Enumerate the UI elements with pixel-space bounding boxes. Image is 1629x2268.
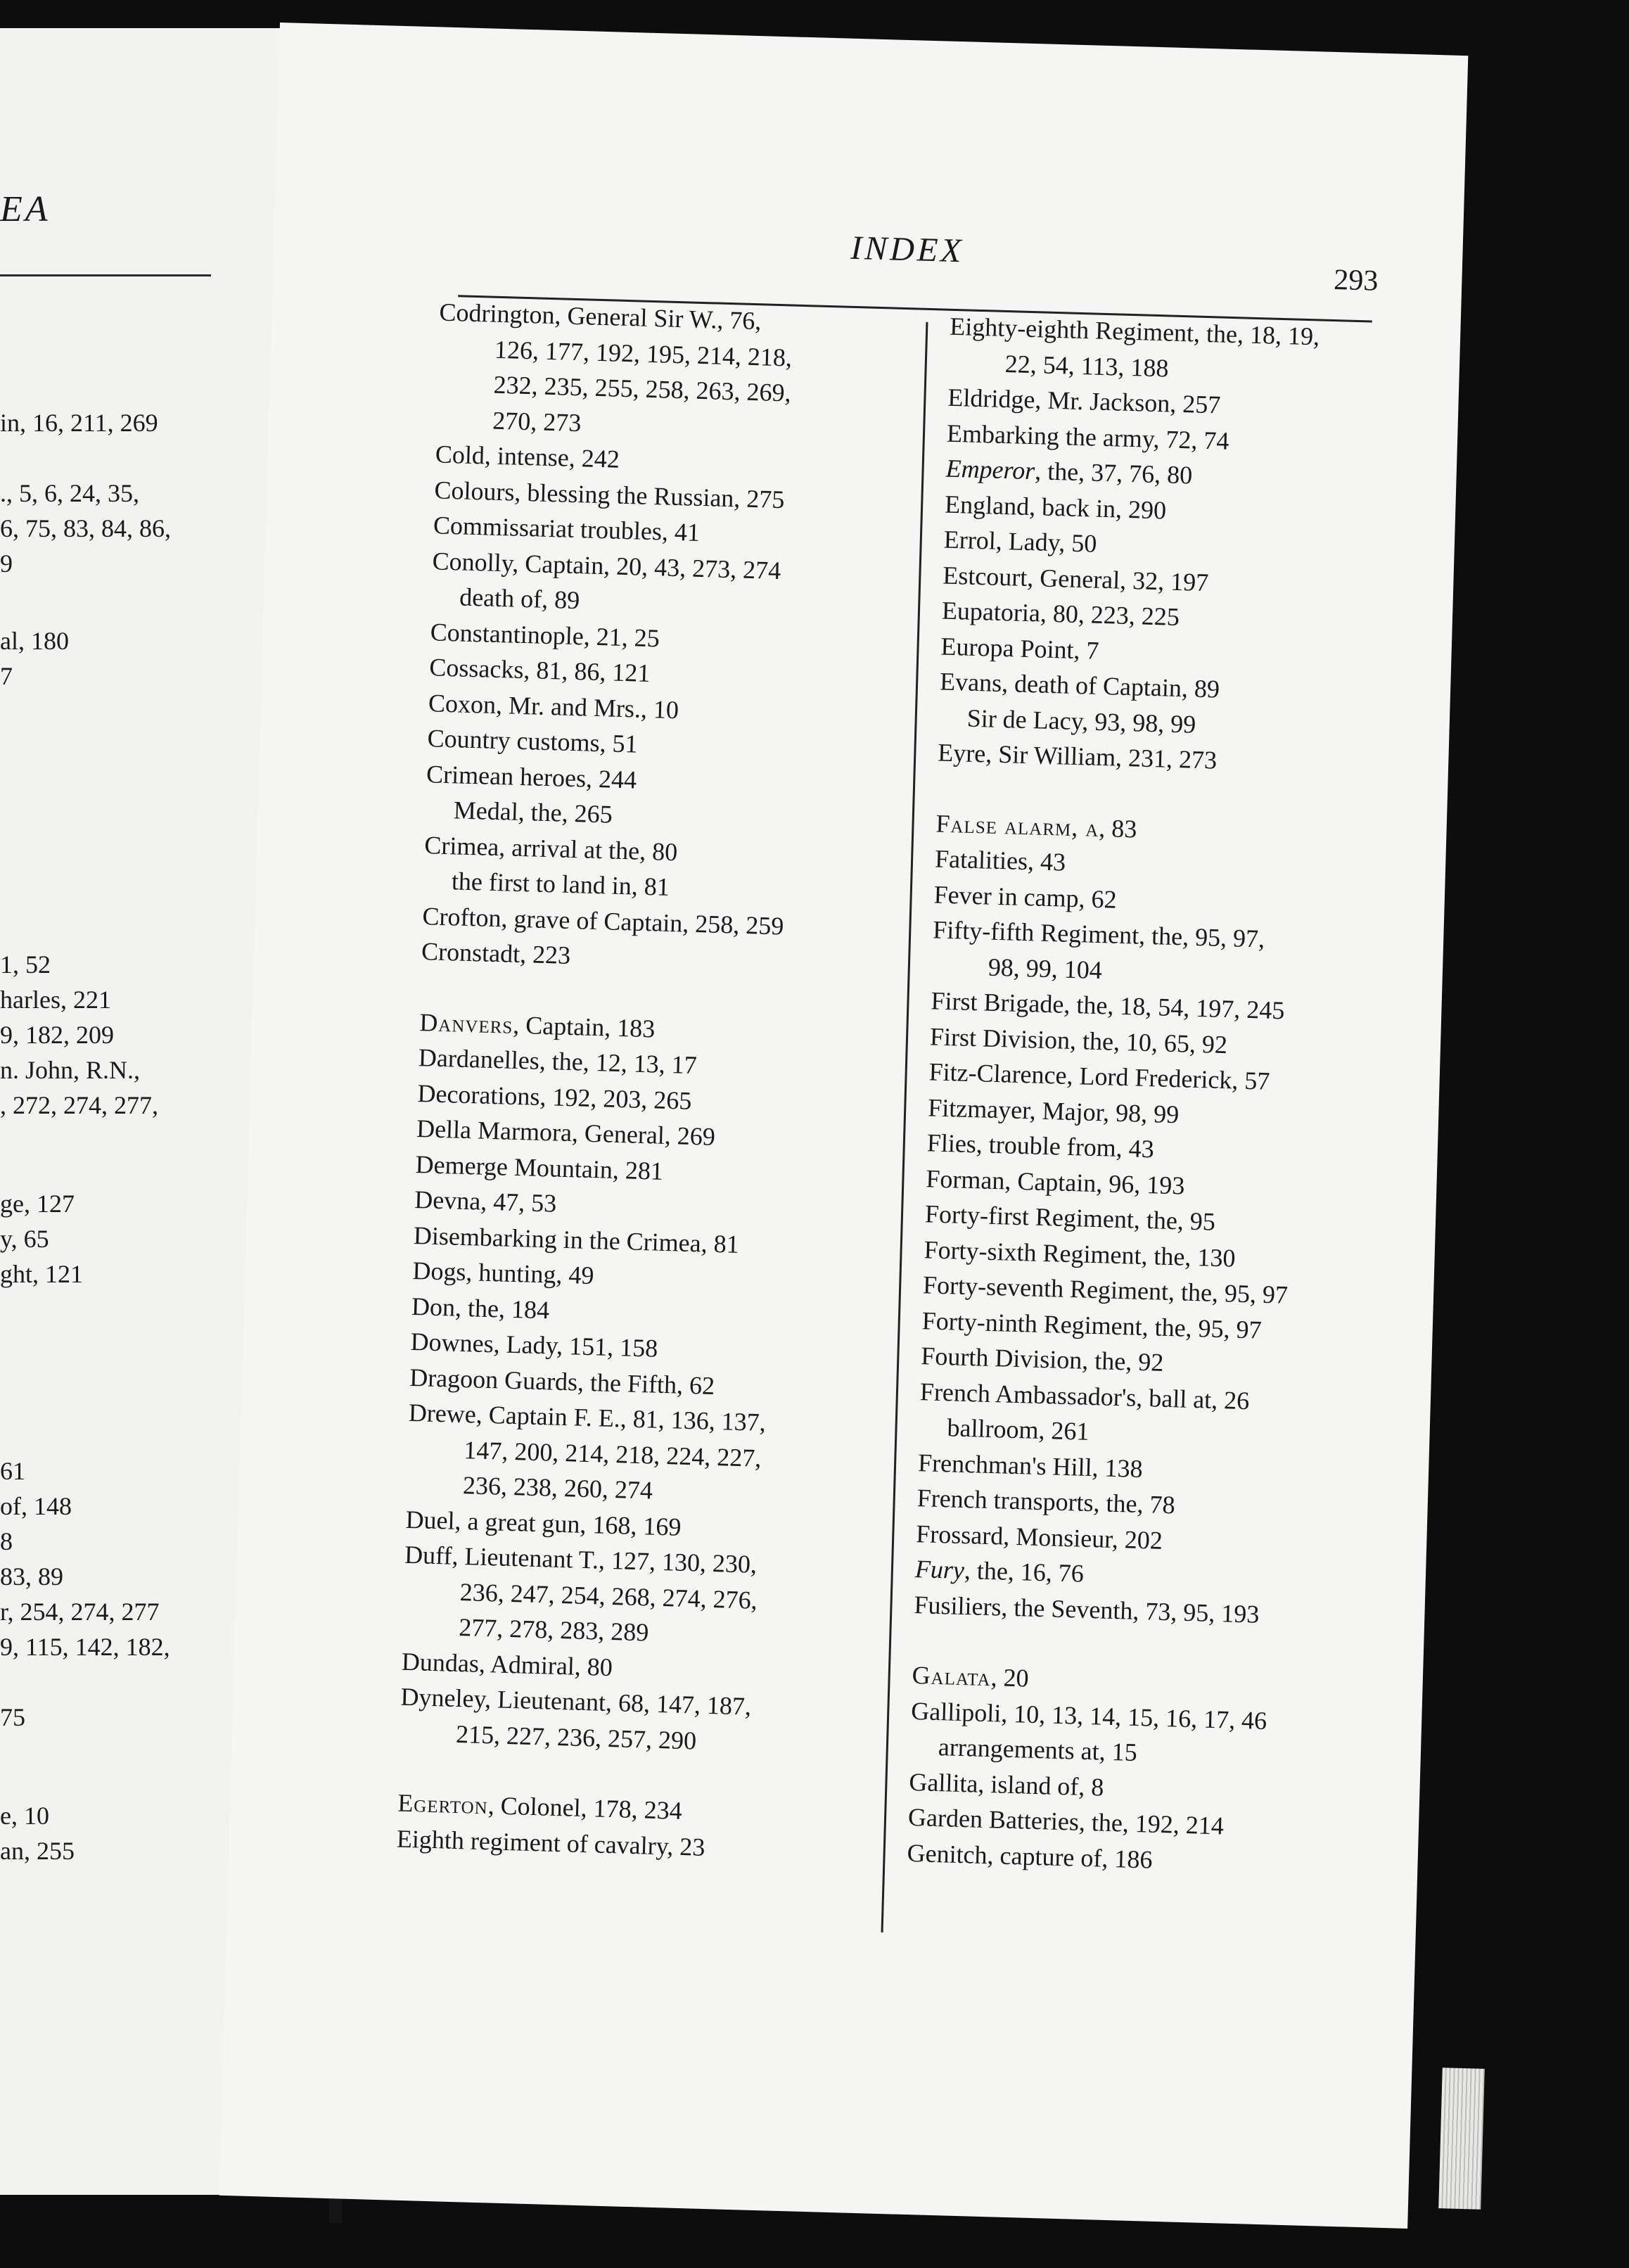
entry-text: 270, 273 [492,406,582,437]
entry-text: Eyre, Sir William, 231, 273 [937,738,1218,775]
entry-text: Europa Point, 7 [940,632,1100,665]
left-page-fragment: an, 255 [0,1837,75,1865]
left-page-fragment: harles, 221 [0,986,111,1014]
entry-text: Fifty-fifth Regiment, the, 95, 97, [932,915,1265,953]
entry-text: Cold, intense, 242 [435,440,620,473]
entry-text: Duel, a great gun, 168, 169 [405,1505,682,1541]
left-page-fragment: al, 180 [0,627,69,655]
entry-text: Fitz-Clarence, Lord Frederick, 57 [928,1057,1270,1095]
left-page-fragment: ght, 121 [0,1260,84,1288]
entry-text: Fusiliers, the Seventh, 73, 95, 193 [914,1590,1260,1629]
entry-text: Eldridge, Mr. Jackson, 257 [947,383,1221,419]
entry-text: 215, 227, 236, 257, 290 [455,1719,697,1754]
entry-text: Fever in camp, 62 [933,879,1118,914]
entry-text: Drewe, Captain F. E., 81, 136, 137, [408,1398,767,1437]
entry-text: Colours, blessing the Russian, 275 [433,475,785,514]
entry-text: Decorations, 192, 203, 265 [417,1078,692,1115]
left-page-fragment: e, 10 [0,1802,49,1830]
entry-text: the first to land in, 81 [451,867,670,901]
entry-text: Gallita, island of, 8 [908,1767,1104,1802]
entry-text: arrangements at, 15 [938,1733,1138,1766]
ship-name: Emperor [945,454,1035,485]
entry-text: Sir de Lacy, 93, 98, 99 [966,703,1196,739]
entry-text: Dogs, hunting, 49 [411,1256,595,1290]
left-page-fragment: y, 65 [0,1225,49,1253]
left-header-rule [0,274,211,276]
running-head: INDEX [850,229,965,270]
entry-text: , 20 [990,1663,1030,1693]
entry-text: Forman, Captain, 96, 193 [925,1164,1185,1200]
entry-text: Crimea, arrival at the, 80 [423,830,678,866]
entry-text: Garden Batteries, the, 192, 214 [907,1802,1225,1840]
entry-text: , the, 37, 76, 80 [1034,457,1193,490]
left-page-fragment: n. John, R.N., [0,1056,141,1084]
left-page-fragment: 1, 52 [0,950,51,979]
entry-text: Devna, 47, 53 [414,1185,557,1218]
entry-text: Eupatoria, 80, 223, 225 [941,596,1180,632]
entry-text: Fourth Division, the, 92 [920,1342,1164,1377]
entry-text: Conolly, Captain, 20, 43, 273, 274 [432,546,781,585]
entry-text: Evans, death of Captain, 89 [939,667,1220,703]
entry-text: French transports, the, 78 [916,1484,1176,1520]
entry-text: Demerge Mountain, 281 [415,1149,664,1185]
entry-text: , Captain, 183 [512,1010,656,1043]
entry-text: Cossacks, 81, 86, 121 [428,653,651,688]
entry-text: Della Marmora, General, 269 [416,1114,716,1151]
entry-text: 126, 177, 192, 195, 214, 218, [494,335,793,372]
entry-text: Coxon, Mr. and Mrs., 10 [428,688,679,724]
entry-text: 277, 278, 283, 289 [458,1613,649,1647]
entry-text: 232, 235, 255, 258, 263, 269, [493,370,792,407]
entry-text: Constantinople, 21, 25 [430,617,660,652]
entry-text: 236, 247, 254, 268, 274, 276, [459,1577,758,1614]
entry-text: Dundas, Admiral, 80 [401,1647,613,1681]
left-page-fragment: 9, 115, 142, 182, [0,1633,170,1661]
section-lead-word: False alarm, a [935,808,1099,842]
entry-text: , Colonel, 178, 234 [487,1791,683,1825]
left-page-fragment: 6, 75, 83, 84, 86, [0,514,171,542]
entry-text: 236, 238, 260, 274 [462,1471,653,1505]
entry-text: Country customs, 51 [427,724,639,758]
page-edges [1438,2068,1485,2210]
entry-text: French Ambassador's, ball at, 26 [919,1377,1250,1415]
left-page-fragment: 7 [0,662,13,690]
entry-text: Forty-sixth Regiment, the, 130 [924,1235,1237,1273]
entry-text: First Brigade, the, 18, 54, 197, 245 [930,986,1285,1025]
entry-text: Cronstadt, 223 [421,937,571,970]
left-running-head: EA [0,189,51,229]
left-page-fragment: 8 [0,1527,13,1555]
right-page [219,23,1469,2229]
entry-text: Disembarking in the Crimea, 81 [413,1221,740,1259]
entry-text: 98, 99, 104 [988,953,1103,984]
entry-text: Codrington, General Sir W., 76, [439,298,762,336]
entry-text: , 83 [1098,813,1137,843]
entry-text: , the, 16, 76 [964,1556,1085,1588]
index-column-b [907,309,1400,1883]
section-lead-word: Galata [912,1661,992,1692]
entry-text: death of, 89 [459,582,580,615]
entry-text: England, back in, 290 [944,490,1167,524]
left-page-fragment: r, 254, 274, 277 [0,1598,160,1626]
left-page-fragment: ge, 127 [0,1190,75,1218]
page-number: 293 [1333,263,1379,298]
left-page-fragment: of, 148 [0,1492,72,1520]
entry-text: Crimean heroes, 244 [426,759,637,794]
entry-text: Frenchman's Hill, 138 [917,1448,1144,1483]
entry-text: Forty-ninth Regiment, the, 95, 97 [921,1306,1263,1344]
entry-text: Forty-first Regiment, the, 95 [924,1199,1216,1236]
entry-text: Fatalities, 43 [934,844,1066,877]
left-page-fragment: 9, 182, 209 [0,1021,114,1049]
left-page-fragment: , 272, 274, 277, [0,1091,158,1119]
entry-text: Frossard, Monsieur, 202 [915,1519,1163,1555]
entry-text: First Division, the, 10, 65, 92 [929,1021,1228,1059]
left-page-fragment: 83, 89 [0,1562,63,1591]
left-page-fragment: 9 [0,549,13,578]
entry-text: Embarking the army, 72, 74 [946,419,1230,455]
entry-text: Dardanelles, the, 12, 13, 17 [418,1043,698,1080]
entry-text: 147, 200, 214, 218, 224, 227, [463,1435,762,1472]
left-page-fragment: 61 [0,1457,25,1485]
entry-text: Medal, the, 265 [453,796,613,829]
entry-text: Estcourt, General, 32, 197 [942,561,1209,597]
entry-text: ballroom, 261 [947,1413,1090,1446]
entry-text: Downes, Lady, 151, 158 [410,1327,658,1363]
index-column-a [396,294,904,1869]
entry-text: Forty-seventh Regiment, the, 95, 97 [922,1270,1289,1309]
entry-text: Crofton, grave of Captain, 258, 259 [422,901,784,940]
entry-text: Duff, Lieutenant T., 127, 130, 230, [404,1540,758,1579]
left-page-fragment: in, 16, 211, 269 [0,409,158,437]
entry-text: Dyneley, Lieutenant, 68, 147, 187, [400,1682,752,1721]
entry-text: Genitch, capture of, 186 [907,1838,1154,1874]
entry-text: Errol, Lady, 50 [943,525,1097,558]
entry-text: Don, the, 184 [411,1292,550,1324]
left-page-fragment: ., 5, 6, 24, 35, [0,479,139,507]
left-page-fragment: 75 [0,1703,25,1731]
entry-text: Eighty-eighth Regiment, the, 18, 19, [949,312,1320,351]
section-lead-word: Danvers [419,1007,513,1039]
entry-text: Commissariat troubles, 41 [433,511,701,547]
section-lead-word: Egerton [397,1788,489,1820]
entry-text: Flies, trouble from, 43 [926,1128,1155,1164]
entry-text: Fitzmayer, Major, 98, 99 [927,1092,1180,1128]
entry-text: Dragoon Guards, the Fifth, 62 [409,1363,715,1400]
entry-text: 22, 54, 113, 188 [1004,349,1170,382]
ship-name: Fury [914,1555,965,1585]
entry-text: Gallipoli, 10, 13, 14, 15, 16, 17, 46 [910,1696,1267,1735]
entry-text: Eighth regiment of cavalry, 23 [396,1824,705,1861]
